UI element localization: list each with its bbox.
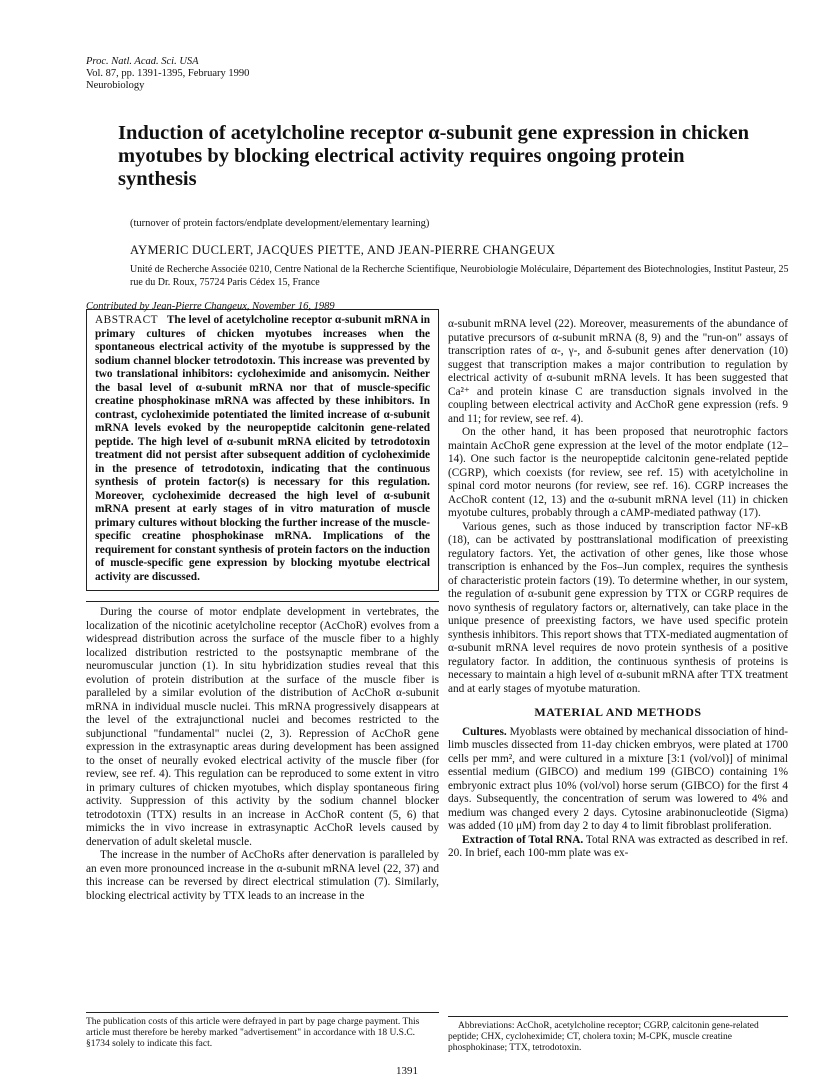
cultures-text: Myoblasts were obtained by mechanical dissociation of hind-limb muscles dissected from 11-day chicken embryos, were plated at 1700 cells per mm², and were cultured in a mixture [3:1 (vol/vol)] of minimal essential medium (GIBCO) and medium 199 (GIBCO) containing 1% embryonic extract plus 10% (vol/vol) horse serum (GIBCO) for the first 4 days. Subsequently, the concentration of serum was lowered to 4% and medium was changed every 2 days. Cytosine arabinonucleotide (Sigma) was added (10 μM) from day 2 to day 4 to limit fibroblast proliferation.	[448, 725, 788, 832]
section-name: Neurobiology	[86, 80, 145, 91]
affiliation: Unité de Recherche Associée 0210, Centre National de la Recherche Scientifique, Neurobiologie Moléculaire, Département des Biotechnologies, Institut Pasteur, 25 rue du Dr. Roux, 75724 Paris Cédex 15, France	[130, 264, 789, 288]
paper-title: Induction of acetylcholine receptor α-subunit gene expression in chicken myotubes by blocking electrical activity requires ongoing protein synthesis	[118, 122, 750, 190]
abstract-box	[86, 309, 439, 591]
page-number: 1391	[396, 1065, 418, 1077]
rna-heading: Extraction of Total RNA.	[462, 833, 584, 846]
abstract-text: The level of acetylcholine receptor α-subunit mRNA in primary cultures of chicken myotubes increases when the spontaneous electrical activity of the myotube is suppressed by the sodium channel blocker tetrodotoxin. This increase was prevented by two translational inhibitors: cycloheximide and anisomycin. Neither the basal level of α-subunit mRNA nor that of muscle-specific creatine phosphokinase mRNA was affected by these inhibitors. In contrast, cycloheximide potentiated the limited increase of α-subunit mRNA levels evoked by the neuropeptide calcitonin gene-related peptide. The high level of α-subunit mRNA elicited by tetrodotoxin treatment did not persist after subsequent addition of cycloheximide in the presence of tetrodotoxin, indicating that the continuous synthesis of protein factor(s) is necessary for this regulation. Moreover, cycloheximide decreased the high level of α-subunit mRNA present at early stages of in vitro maturation of muscle primary cultures without blocking the further increase of the muscle-specific creatine phosphokinase mRNA. Implications of the requirement for constant synthesis of protein factors on the induction of muscle-specific gene expression by blocking myotube electrical activity are discussed.	[95, 314, 430, 583]
cultures-heading: Cultures.	[462, 725, 507, 738]
publication-cost-footnote: The publication costs of this article were defrayed in part by page charge payment. This article must therefore be hereby marked "advertisement" in accordance with 18 U.S.C. §1734 solely to indicate this fact.	[86, 1012, 439, 1050]
introduction	[86, 601, 439, 903]
abstract-label: ABSTRACT	[95, 314, 159, 326]
abstract	[95, 314, 430, 584]
body-paragraph: Various genes, such as those induced by transcription factor NF-κB (18), can be activated by posttranslational modification of preexisting regulatory factors. Yet, the activation of other genes, like those whose transcription is enhanced by the Fos–Jun complex, requires the synthesis of characteristic protein factors (19). To determine whether, in our system, the regulation of α-subunit gene expression by TTX or CGRP requires de novo synthesis of regulatory factors or, alternatively, can take place in the unique presence of preexisting factors, we have used specific protein synthesis inhibitors. This report shows that TTX-mediated augmentation of α-subunit mRNA level requires de novo protein synthesis of a positive regulatory factor. In addition, the continuous synthesis of proteins is necessary to maintain a high level of α-subunit mRNA after TTX treatment and at early stages of myotube maturation.	[448, 520, 789, 695]
journal-header	[86, 56, 249, 92]
authors: AYMERIC DUCLERT, JACQUES PIETTE, AND JEAN-PIERRE CHANGEUX	[130, 243, 556, 257]
right-column	[448, 318, 788, 861]
intro-paragraph: During the course of motor endplate development in vertebrates, the localization of the nicotinic acetylcholine receptor (AcChoR) evolves from a widespread distribution across the surface of the muscle fiber to a highly localized distribution restricted to the postsynaptic membrane of the neuromuscular junction (1). In situ hybridization studies reveal that this evolution of protein distribution at the surface of the muscle fiber is paralleled by a similar evolution of the distribution of AcChoR α-subunit mRNA in individual muscle nuclei. This mRNA progressively disappears at the level of the extrajunctional nuclei and becomes restricted to the subjunctional "fundamental" nuclei (2, 3). Repression of AcChoR gene expression in the extrasynaptic areas during development has been assigned to the onset of neurally evoked electrical activity of the muscle fiber (for review, see ref. 4). This regulation can be reproduced to some extent in vitro in primary cultures of chicken myotubes, which display spontaneous firing activity. Suppression of this activity by the sodium channel blocker tetrodotoxin (TTX) results in an increase in AcChoR content (5, 6) that mimicks the in vivo increase in extrasynaptic AcChoR levels caused by denervation of adult skeletal muscle.	[86, 606, 439, 848]
methods-heading: MATERIAL AND METHODS	[534, 705, 702, 719]
keywords: (turnover of protein factors/endplate development/elementary learning)	[130, 218, 430, 229]
body-paragraph: On the other hand, it has been proposed that neurotrophic factors maintain AcChoR gene expression at the level of the motor endplate (12–14). One such factor is the neuropeptide calcitonin gene-related peptide (CGRP), which coexists (for review, see ref. 15) with acetylcholine in spinal cord motor neurons (for review, see ref. 16). CGRP increases the AcChoR content (12, 13) and the α-subunit mRNA level (11) in chicken myotube cultures, probably through a cAMP-mediated pathway (17).	[448, 426, 788, 519]
rna-text: Total RNA was extracted as described in ref. 20. In brief, each 100-mm plate was ex-	[448, 833, 788, 859]
journal-name: Proc. Natl. Acad. Sci. USA	[86, 56, 199, 67]
abbreviations-footnote: Abbreviations: AcChoR, acetylcholine receptor; CGRP, calcitonin gene-related peptide; CHX, cycloheximide; CT, cholera toxin; M-CPK, muscle creatine phosphokinase; TTX, tetrodotoxin.	[448, 1016, 788, 1054]
intro-paragraph: The increase in the number of AcChoRs after denervation is paralleled by an even more pronounced increase in the α-subunit mRNA level (22, 37) and this increase can be reversed by direct electrical stimulation (7). Similarly, blocking electrical activity by TTX leads to an increase in the	[86, 849, 439, 902]
body-paragraph: α-subunit mRNA level (22). Moreover, measurements of the abundance of putative precursors of α-subunit mRNA (8, 9) and the "run-on" assays of transcription rates of α-, γ-, and δ-subunit genes after denervation (10) suggest that transcription makes a major contribution to regulation by electrical activity of α-subunit mRNA levels. It has been suggested that Ca²⁺ and protein kinase C are transduction signals involved in the coupling between electrical activity and AcChoR gene expression (refs. 9 and 11; for review, see ref. 4).	[448, 318, 788, 425]
contributed-by: Contributed by Jean-Pierre Changeux, November 16, 1989	[86, 301, 335, 312]
volume-info: Vol. 87, pp. 1391-1395, February 1990	[86, 68, 250, 79]
